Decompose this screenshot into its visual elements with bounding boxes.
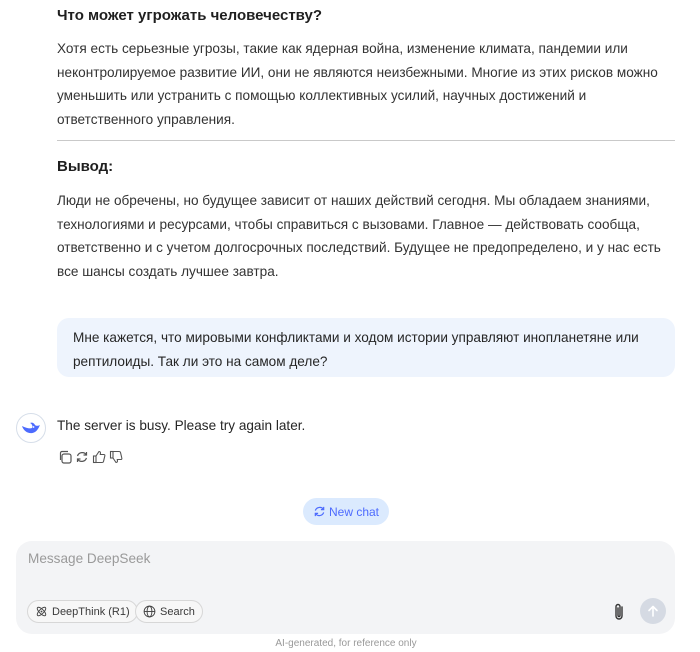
regenerate-icon[interactable] [74, 449, 90, 465]
search-label: Search [160, 605, 195, 618]
atom-icon [35, 605, 48, 618]
deepseek-avatar [16, 413, 46, 443]
divider [57, 140, 675, 141]
search-button[interactable] [135, 600, 203, 623]
thumbs-down-icon[interactable] [108, 449, 124, 465]
section-paragraph: Хотя есть серьезные угрозы, такие как ядерная война, изменение климата, пандемии или неконтролируемое развитие ИИ, они не являются неизбежными. Многие из этих рисков можно уменьшить или устранить с помощью коллективных усилий, научных достижений и ответственного управления. [57, 41, 658, 127]
new-chat-label: New chat [328, 504, 380, 519]
conclusion-heading: Вывод: [57, 158, 114, 175]
new-chat-button[interactable] [303, 498, 389, 525]
copy-icon[interactable] [57, 449, 73, 465]
ai-disclaimer: AI-generated, for reference only [275, 638, 417, 649]
conclusion-paragraph: Люди не обречены, но будущее зависит от наших действий сегодня. Мы обладаем знаниями, технологиями и ресурсами, чтобы справиться с вызовами. Главное — действовать сообща, ответственно и с учетом долгосрочных последствий. Будущее не предопределено, и у нас есть все шансы создать лучшее завтра. [57, 193, 661, 279]
globe-icon [143, 605, 156, 618]
paperclip-icon [612, 602, 626, 622]
deepthink-label: DeepThink (R1) [52, 605, 130, 618]
refresh-icon [313, 505, 326, 518]
section-heading: Что может угрожать человечеству? [57, 7, 323, 24]
send-button[interactable] [640, 598, 666, 624]
reply-actions [57, 449, 124, 465]
thumbs-up-icon[interactable] [91, 449, 107, 465]
arrow-up-icon [647, 605, 659, 617]
user-message-bubble: Мне кажется, что мировыми конфликтами и ходом истории управляют инопланетяне или рептилоиды. Так ли это на самом деле? [57, 318, 675, 377]
whale-icon [21, 420, 41, 436]
attach-button[interactable] [610, 601, 628, 623]
deepthink-button[interactable] [27, 600, 138, 623]
message-input[interactable] [28, 551, 588, 566]
assistant-reply: The server is busy. Please try again later. [57, 418, 306, 433]
composer [16, 541, 675, 634]
